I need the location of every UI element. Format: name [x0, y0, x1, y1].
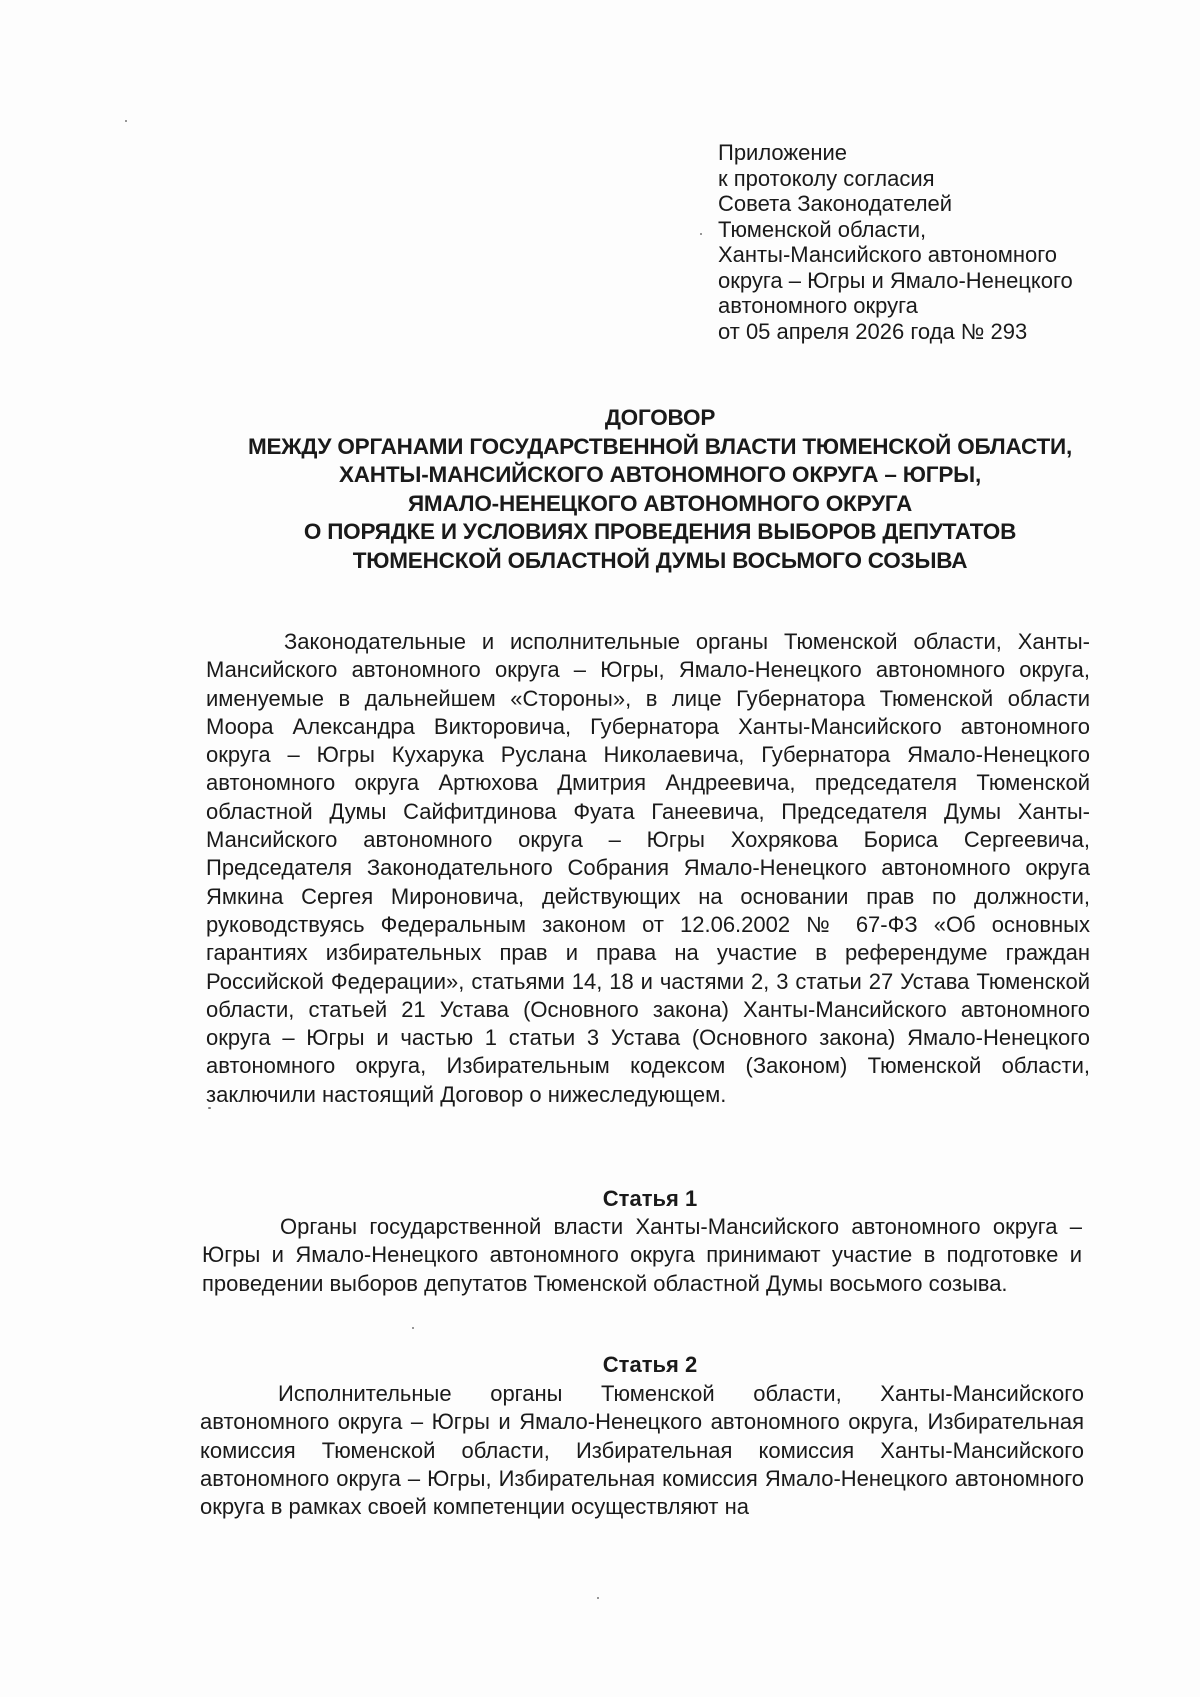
appendix-line: от 05 апреля 2026 года № 293 [718, 318, 1028, 344]
appendix-line: округа – Югры и Ямало-Ненецкого [718, 267, 1073, 293]
scan-speck [597, 1597, 599, 1599]
article-1-heading: Статья 1 [602, 1186, 698, 1211]
title-line: О ПОРЯДКЕ И УСЛОВИЯХ ПРОВЕДЕНИЯ ВЫБОРОВ ДЕПУТАТОВ [303, 519, 1017, 544]
scan-speck [208, 1107, 211, 1109]
intro-paragraph: Законодательные и исполнительные органы Тюменской области, Ханты-Мансийского автономного округа – Югры, Ямало-Ненецкого автономного округа, именуемые в дальнейшем «Стороны», в лице Губернатора Тюменской области Моора Александра Викторовича, Губернатора Ханты-Мансийского автономного округа – Югры Кухарука Руслана Николаевича, Губернатора Ямало-Ненецкого автономного округа Артюхова Дмитрия Андреевича, председателя Тюменской областной Думы Сайфитдинова Фуата Ганеевича, Председателя Думы Ханты-Мансийского автономного округа – Югры Хохрякова Бориса Сергеевича, Председателя Законодательного Собрания Ямало-Ненецкого автономного округа Ямкина Сергея Мироновича, действующих на основании прав по должности, руководствуясь Федеральным законом от 12.06.2002 № 67-ФЗ «Об основных гарантиях избирательных прав и права на участие в референдуме граждан Российской Федерации», статьями 14, 18 и частями 2, 3 статьи 27 Устава Тюменской области, статьей 21 Устава (Основного закона) Ханты-Мансийского автономного округа – Югры и частью 1 статьи 3 Устава (Основного закона) Ямало-Ненецкого автономного округа, Избирательным кодексом (Законом) Тюменской области, заключили настоящий Договор о нижеследующем. [206, 629, 1090, 1107]
scan-speck [412, 1327, 414, 1329]
scan-speck [125, 120, 127, 122]
title-line: ЯМАЛО-НЕНЕЦКОГО АВТОНОМНОГО ОКРУГА [407, 490, 913, 516]
title-line: ХАНТЫ-МАНСИЙСКОГО АВТОНОМНОГО ОКРУГА – ЮГРЫ, [338, 462, 982, 487]
appendix-line: Тюменской области, [718, 216, 927, 242]
appendix-line: Приложение [718, 140, 848, 165]
appendix-line: Совета Законодателей [718, 191, 953, 216]
appendix-line: к протоколу согласия [718, 165, 935, 191]
title-line: ТЮМЕНСКОЙ ОБЛАСТНОЙ ДУМЫ ВОСЬМОГО СОЗЫВА [352, 547, 968, 573]
article-1-text: Органы государственной власти Ханты-Мансийского автономного округа – Югры и Ямало-Ненецкого автономного округа принимают участие в подготовке и проведении выборов депутатов Тюменской областной Думы восьмого созыва. [202, 1214, 1082, 1296]
article-2-text: Исполнительные органы Тюменской области, Ханты-Мансийского автономного округа – Югры и Ямало-Ненецкого автономного округа, Избирательная комиссия Тюменской области, Избирательная комиссия Ханты-Мансийского автономного округа – Югры, Избирательная комиссия Ямало-Ненецкого автономного округа в рамках своей компетенции осуществляют на [200, 1381, 1084, 1520]
article-2-heading: Статья 2 [602, 1352, 698, 1377]
scan-speck [700, 233, 702, 235]
appendix-line: Ханты-Мансийского автономного [718, 242, 1057, 267]
title-line: ДОГОВОР [604, 405, 716, 430]
appendix-line: автономного округа [718, 293, 918, 318]
appendix-note [718, 140, 1138, 344]
document-title [200, 404, 1120, 575]
title-line: МЕЖДУ ОРГАНАМИ ГОСУДАРСТВЕННОЙ ВЛАСТИ ТЮМЕНСКОЙ ОБЛАСТИ, [247, 433, 1073, 459]
